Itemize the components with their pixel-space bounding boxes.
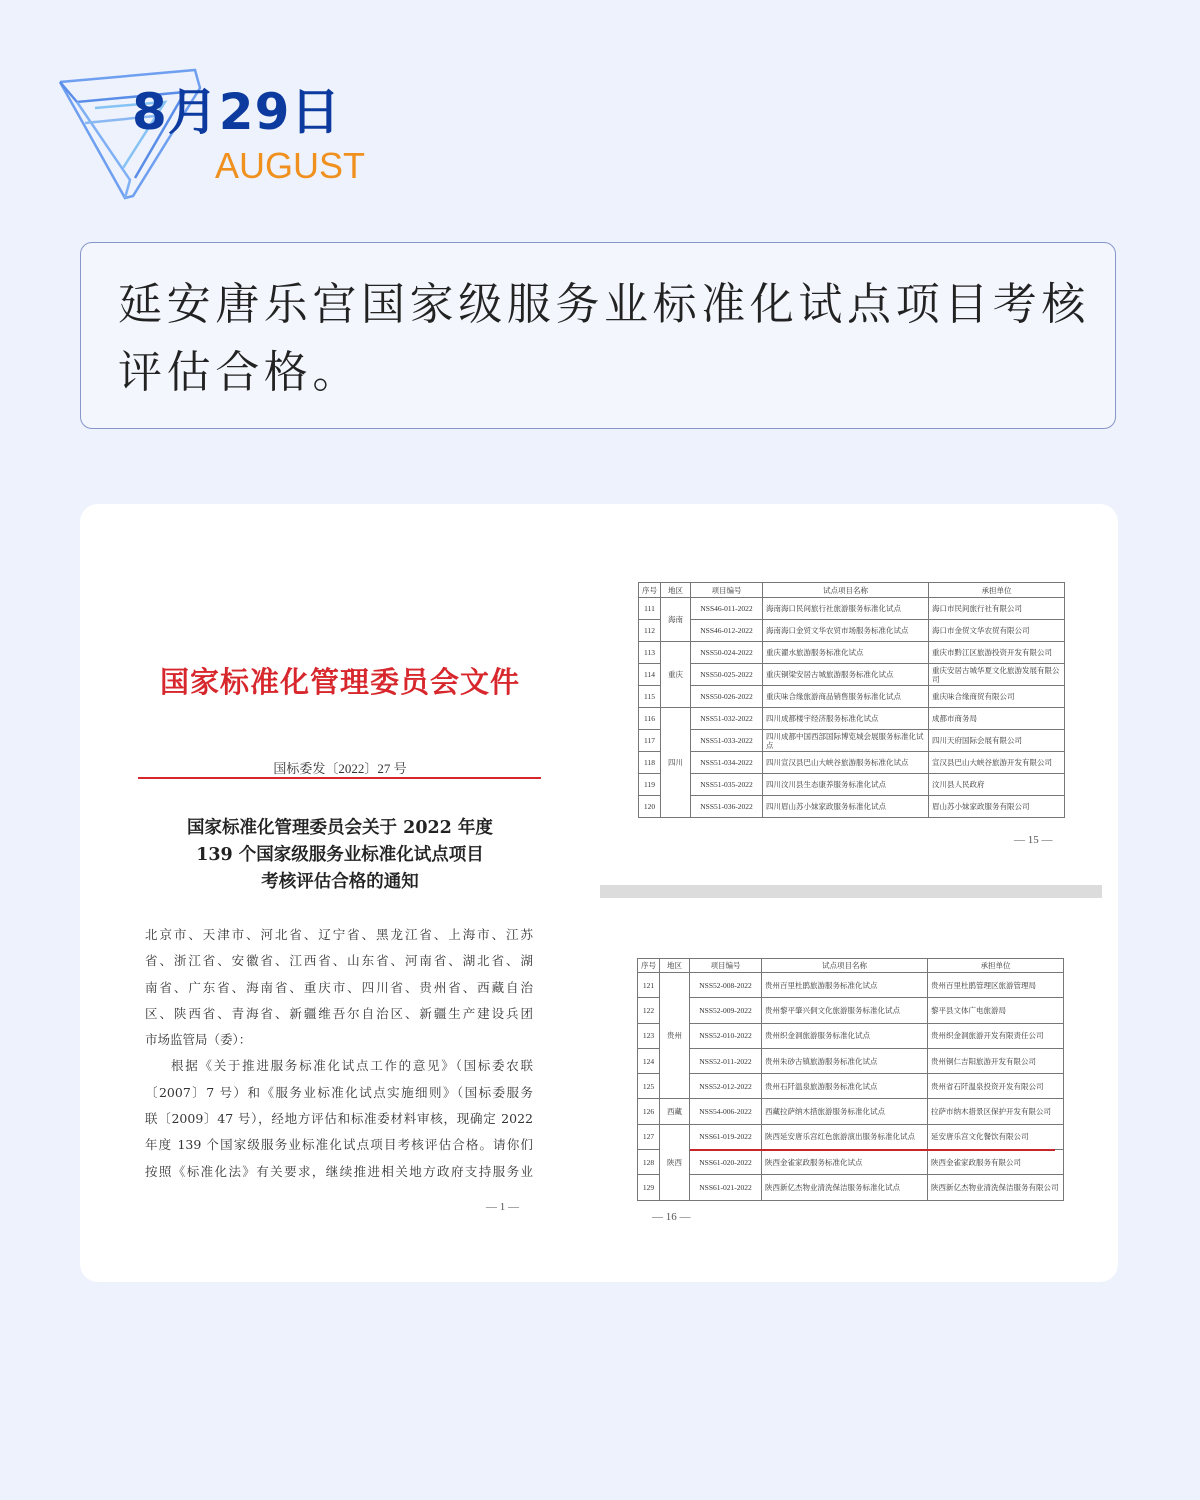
table-row — [638, 998, 1064, 1023]
page-number: — 15 — — [1014, 834, 1053, 846]
table-row — [639, 686, 1065, 708]
project-name: 四川成都中国西部国际博览城会展服务标准化试点 — [763, 730, 929, 752]
document-title-line: 139 个国家级服务业标准化试点项目 — [196, 845, 484, 865]
body-line: 省、浙江省、安徽省、江西省、山东省、河南省、湖北省、湖 — [145, 953, 533, 969]
column-header: 承担单位 — [928, 959, 1064, 973]
table-row — [639, 752, 1065, 774]
region-cell: 贵州 — [660, 973, 690, 1099]
project-name: 西藏拉萨纳木措旅游服务标准化试点 — [762, 1099, 928, 1124]
body-line: 南省、广东省、海南省、重庆市、四川省、贵州省、西藏自治 — [145, 979, 533, 995]
project-code: NSS50-024-2022 — [691, 642, 763, 664]
body-line: 年度 139 个国家级服务业标准化试点项目考核评估合格。请你们 — [145, 1137, 533, 1153]
project-code: NSS52-011-2022 — [690, 1048, 762, 1073]
project-code: NSS52-008-2022 — [690, 973, 762, 998]
responsible-unit: 宣汉县巴山大峡谷旅游开发有限公司 — [929, 752, 1065, 774]
body-line: 〔2007〕7 号）和《服务业标准化试点实施细则》（国标委服务 — [145, 1084, 533, 1100]
table-row — [639, 598, 1065, 620]
document-issuer: 国家标准化管理委员会文件 — [159, 665, 520, 699]
responsible-unit: 拉萨市纳木措景区保护开发有限公司 — [928, 1099, 1064, 1124]
region-cell: 重庆 — [661, 642, 691, 708]
project-name: 贵州黎平肇兴侗文化旅游服务标准化试点 — [762, 998, 928, 1023]
project-name: 陕西延安唐乐宫红色旅游演出服务标准化试点 — [762, 1124, 928, 1149]
responsible-unit: 贵州百里杜鹃管理区旅游管理局 — [928, 973, 1064, 998]
project-code: NSS54-006-2022 — [690, 1099, 762, 1124]
project-name: 重庆味合缘旅游商品销售服务标准化试点 — [763, 686, 929, 708]
document-number: 国标委发〔2022〕27 号 — [273, 761, 407, 776]
project-name: 贵州百里杜鹃旅游服务标准化试点 — [762, 973, 928, 998]
responsible-unit: 陕西新亿杰物业清洗保洁服务有限公司 — [928, 1175, 1064, 1200]
project-name: 重庆濯水旅游服务标准化试点 — [763, 642, 929, 664]
responsible-unit: 重庆味合缘商贸有限公司 — [929, 686, 1065, 708]
page-number: — 16 — — [652, 1211, 691, 1223]
table-row — [639, 774, 1065, 796]
project-code: NSS46-011-2022 — [691, 598, 763, 620]
document-title-line: 国家标准化管理委员会关于 2022 年度 — [187, 818, 493, 838]
project-name: 陕西金雀家政服务标准化试点 — [762, 1150, 928, 1175]
document-title-line: 考核评估合格的通知 — [261, 872, 419, 892]
responsible-unit: 汶川县人民政府 — [929, 774, 1065, 796]
project-code: NSS52-012-2022 — [690, 1074, 762, 1099]
project-name: 贵州石阡温泉旅游服务标准化试点 — [762, 1074, 928, 1099]
month-label: AUGUST — [215, 145, 366, 186]
red-divider — [138, 777, 541, 779]
page-separator — [600, 885, 1102, 898]
project-code: NSS51-032-2022 — [691, 708, 763, 730]
row-number: 115 — [639, 686, 661, 708]
project-code: NSS46-012-2022 — [691, 620, 763, 642]
column-header: 序号 — [638, 959, 660, 973]
project-code: NSS61-021-2022 — [690, 1175, 762, 1200]
table-row — [639, 708, 1065, 730]
row-number: 117 — [639, 730, 661, 752]
project-name: 四川眉山苏小妹家政服务标准化试点 — [763, 796, 929, 818]
headline-card — [80, 242, 1116, 429]
responsible-unit: 贵州省石阡温泉投资开发有限公司 — [928, 1074, 1064, 1099]
column-header: 试点项目名称 — [762, 959, 928, 973]
table-row — [639, 642, 1065, 664]
project-code: NSS52-009-2022 — [690, 998, 762, 1023]
row-number: 112 — [639, 620, 661, 642]
page-number: — 1 — — [486, 1201, 519, 1213]
column-header: 承担单位 — [929, 583, 1065, 598]
row-number: 126 — [638, 1099, 660, 1124]
row-number: 118 — [639, 752, 661, 774]
row-number: 113 — [639, 642, 661, 664]
responsible-unit: 重庆安居古城华夏文化旅游发展有限公司 — [929, 664, 1065, 686]
responsible-unit: 重庆市黔江区旅游投资开发有限公司 — [929, 642, 1065, 664]
project-name: 贵州织金洞旅游服务标准化试点 — [762, 1023, 928, 1048]
project-code: NSS61-019-2022 — [690, 1124, 762, 1149]
project-code: NSS61-020-2022 — [690, 1150, 762, 1175]
pilot-table-page15 — [638, 582, 1065, 818]
region-cell: 四川 — [661, 708, 691, 818]
row-number: 120 — [639, 796, 661, 818]
project-name: 陕西新亿杰物业清洗保洁服务标准化试点 — [762, 1175, 928, 1200]
project-code: NSS51-035-2022 — [691, 774, 763, 796]
project-name: 四川成都楼宇经济服务标准化试点 — [763, 708, 929, 730]
responsible-unit: 眉山苏小妹家政服务有限公司 — [929, 796, 1065, 818]
project-name: 四川汶川县生态康养服务标准化试点 — [763, 774, 929, 796]
column-header: 地区 — [661, 583, 691, 598]
row-number: 128 — [638, 1150, 660, 1175]
table-row — [638, 1074, 1064, 1099]
table-row — [638, 1150, 1064, 1175]
row-number: 114 — [639, 664, 661, 686]
project-name: 四川宣汉县巴山大峡谷旅游服务标准化试点 — [763, 752, 929, 774]
region-cell: 海南 — [661, 598, 691, 642]
responsible-unit: 海口市民间旅行社有限公司 — [929, 598, 1065, 620]
body-line: 按照《标准化法》有关要求，继续推进相关地方政府支持服务业 — [145, 1163, 533, 1179]
project-code: NSS50-025-2022 — [691, 664, 763, 686]
table-row — [638, 1175, 1064, 1200]
table-row — [638, 1099, 1064, 1124]
responsible-unit: 海口市金贸文华农贸有限公司 — [929, 620, 1065, 642]
responsible-unit: 陕西金雀家政服务有限公司 — [928, 1150, 1064, 1175]
project-name: 贵州朱砂古镇旅游服务标准化试点 — [762, 1048, 928, 1073]
row-number: 119 — [639, 774, 661, 796]
highlight-underline — [690, 1149, 1055, 1151]
date-label: 8月29日 — [132, 83, 342, 141]
row-number: 124 — [638, 1048, 660, 1073]
row-number: 129 — [638, 1175, 660, 1200]
row-number: 111 — [639, 598, 661, 620]
headline-text: 延安唐乐宫国家级服务业标准化试点项目考核评估合格。 — [118, 279, 1090, 398]
project-name: 海南海口金贸文华农贸市场服务标准化试点 — [763, 620, 929, 642]
table-row — [638, 973, 1064, 998]
table-row — [639, 796, 1065, 818]
column-header: 序号 — [639, 583, 661, 598]
project-code: NSS51-033-2022 — [691, 730, 763, 752]
body-line: 市场监管局（委）： — [145, 1032, 252, 1048]
row-number: 127 — [638, 1124, 660, 1149]
body-line: 区、陕西省、青海省、新疆维吾尔自治区、新疆生产建设兵团 — [145, 1005, 533, 1021]
table-row — [638, 1048, 1064, 1073]
table-row — [638, 1023, 1064, 1048]
project-code: NSS51-036-2022 — [691, 796, 763, 818]
body-line: 北京市、天津市、河北省、辽宁省、黑龙江省、上海市、江苏 — [145, 927, 533, 942]
region-cell: 陕西 — [660, 1124, 690, 1200]
responsible-unit: 四川天府国际会展有限公司 — [929, 730, 1065, 752]
project-name: 重庆铜梁安居古城旅游服务标准化试点 — [763, 664, 929, 686]
column-header: 试点项目名称 — [763, 583, 929, 598]
table-row — [639, 730, 1065, 752]
body-line: 联〔2009〕47 号），经地方评估和标准委材料审核，现确定 2022 — [145, 1111, 533, 1127]
row-number: 121 — [638, 973, 660, 998]
row-number: 122 — [638, 998, 660, 1023]
project-code: NSS50-026-2022 — [691, 686, 763, 708]
column-header: 项目编号 — [691, 583, 763, 598]
project-code: NSS52-010-2022 — [690, 1023, 762, 1048]
responsible-unit: 延安唐乐宫文化餐饮有限公司 — [928, 1124, 1064, 1149]
column-header: 项目编号 — [690, 959, 762, 973]
column-header: 地区 — [660, 959, 690, 973]
responsible-unit: 黎平县文体广电旅游局 — [928, 998, 1064, 1023]
row-number: 125 — [638, 1074, 660, 1099]
document-body — [145, 922, 533, 1185]
row-number: 116 — [639, 708, 661, 730]
document-title — [140, 815, 540, 896]
project-name: 海南海口民间旅行社旅游服务标准化试点 — [763, 598, 929, 620]
row-number: 123 — [638, 1023, 660, 1048]
body-line: 根据《关于推进服务标准化试点工作的意见》（国标委农联 — [171, 1058, 533, 1074]
table-row — [639, 664, 1065, 686]
responsible-unit: 成都市商务局 — [929, 708, 1065, 730]
responsible-unit: 贵州织金洞旅游开发有限责任公司 — [928, 1023, 1064, 1048]
project-code: NSS51-034-2022 — [691, 752, 763, 774]
pilot-table-page16 — [637, 958, 1064, 1201]
responsible-unit: 贵州铜仁吉阳旅游开发有限公司 — [928, 1048, 1064, 1073]
table-row — [638, 1124, 1064, 1149]
table-row — [639, 620, 1065, 642]
region-cell: 西藏 — [660, 1099, 690, 1124]
